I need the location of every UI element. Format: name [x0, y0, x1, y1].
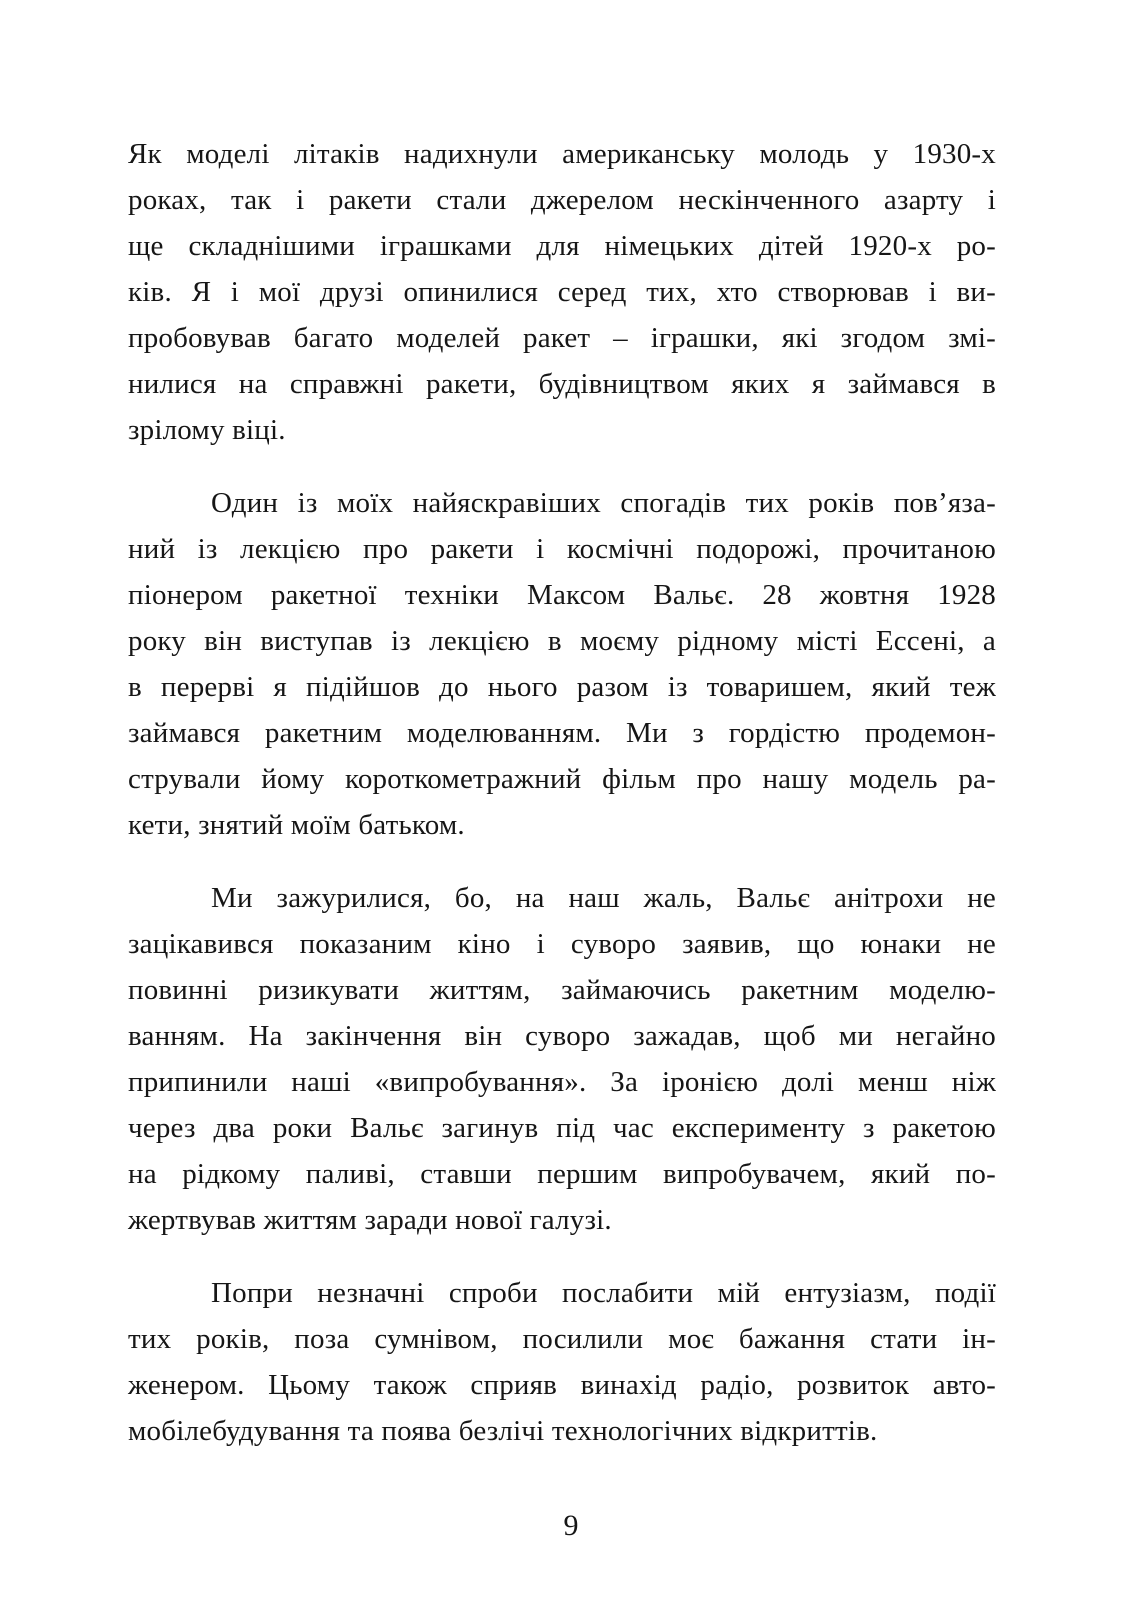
text-line: ків. Я і мої друзі опинилися серед тих, хто створював і ви-: [128, 276, 996, 308]
text-line: жертвував життям заради нової галузі.: [128, 1204, 612, 1236]
text-line: зрілому віці.: [128, 414, 286, 446]
text-line: ще складнішими іграшками для німецьких дітей 1920-х ро-: [128, 230, 996, 262]
page-text-block: [128, 131, 996, 1454]
page-footer: [0, 1505, 1142, 1547]
paragraph: [128, 1270, 996, 1454]
text-line: припинили наші «випробування». За іронією долі менш ніж: [128, 1066, 996, 1098]
text-line: женером. Цьому також сприяв винахід радіо, розвиток авто-: [128, 1369, 996, 1401]
paragraph: [128, 875, 996, 1243]
text-line: нилися на справжні ракети, будівництвом яких я займався в: [128, 368, 996, 400]
text-line: пробовував багато моделей ракет – іграшки, які згодом змі-: [128, 322, 996, 354]
text-line: піонером ракетної техніки Максом Вальє. 28 жовтня 1928: [128, 579, 996, 611]
text-line: мобілебудування та поява безлічі технологічних відкриттів.: [128, 1415, 878, 1447]
text-line: Один із моїх найяскравіших спогадів тих років пов’яза-: [211, 487, 996, 519]
text-line: Ми зажурилися, бо, на наш жаль, Вальє анітрохи не: [211, 882, 996, 914]
text-line: зацікавився показаним кіно і суворо заявив, що юнаки не: [128, 928, 996, 960]
text-line: ванням. На закінчення він суворо зажадав, щоб ми негайно: [128, 1020, 996, 1052]
text-line: займався ракетним моделюванням. Ми з гордістю продемон-: [128, 717, 996, 749]
text-line: через два роки Вальє загинув під час експерименту з ракетою: [128, 1112, 996, 1144]
text-line: Попри незначні спроби послабити мій ентузіазм, події: [211, 1277, 996, 1309]
paragraph: [128, 480, 996, 848]
text-line: повинні ризикувати життям, займаючись ракетним моделю-: [128, 974, 996, 1006]
text-line: тих років, поза сумнівом, посилили моє бажання стати ін-: [128, 1323, 996, 1355]
text-line: стрували йому короткометражний фільм про нашу модель ра-: [128, 763, 996, 795]
text-line: кети, знятий моїм батьком.: [128, 809, 465, 841]
text-line: на рідкому паливі, ставши першим випробувачем, який по-: [128, 1158, 996, 1190]
text-line: року він виступав із лекцією в моєму рідному місті Ессені, а: [128, 625, 996, 657]
page-number: 9: [563, 1509, 579, 1542]
text-line: Як моделі літаків надихнули американську молодь у 1930-х: [128, 138, 996, 170]
text-line: ний із лекцією про ракети і космічні подорожі, прочитаною: [128, 533, 996, 565]
text-line: роках, так і ракети стали джерелом нескінченного азарту і: [128, 184, 996, 216]
text-line: в перерві я підійшов до нього разом із товаришем, який теж: [128, 671, 996, 703]
paragraph: [128, 131, 996, 453]
